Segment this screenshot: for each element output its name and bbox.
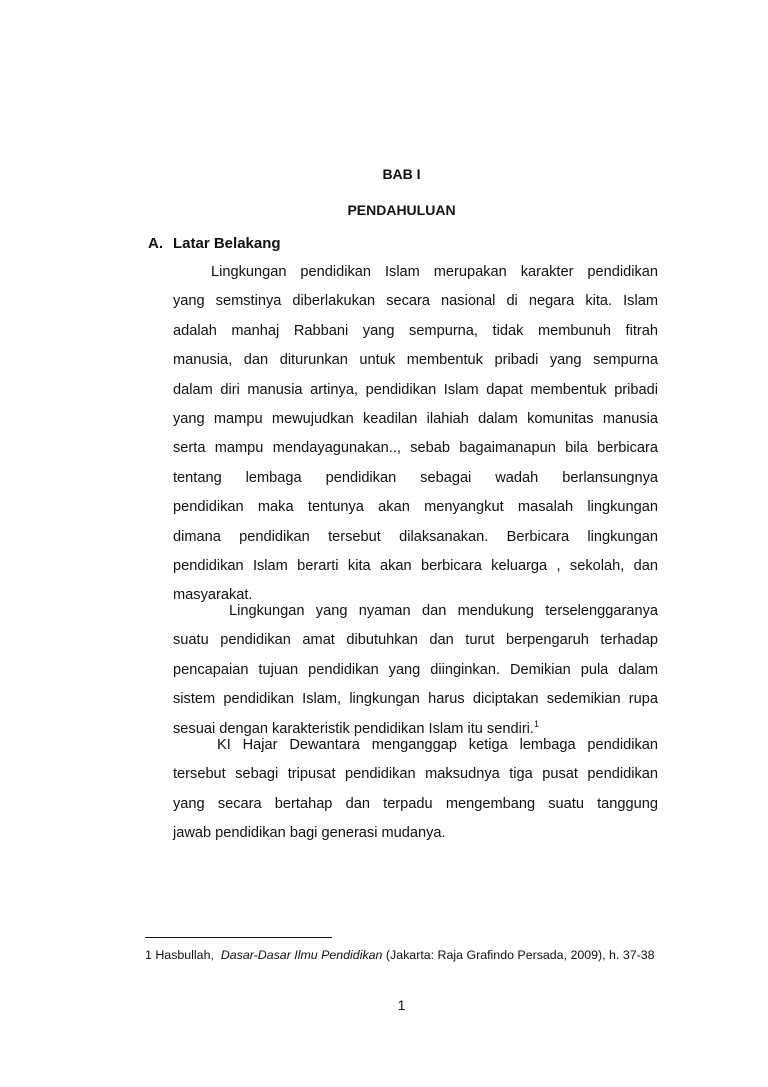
paragraph-line: tentang lembaga pendidikan sebagai wadah berlansungnya <box>173 469 658 486</box>
paragraph-line: Lingkungan pendidikan Islam merupakan karakter pendidikan <box>211 264 658 280</box>
paragraph-1 <box>173 258 658 611</box>
section-heading <box>148 235 281 253</box>
footnote-reference[interactable]: 1 <box>533 718 539 729</box>
footnote-publication: (Jakarta: Raja Grafindo Persada, 2009), h. 37-38 <box>385 948 655 962</box>
section-title: Latar Belakang <box>173 235 281 252</box>
footnote-number: 1 <box>145 948 152 962</box>
paragraph-3 <box>173 731 658 849</box>
paragraph-line: dalam diri manusia artinya, pendidikan Islam dapat membentuk pribadi <box>173 381 658 398</box>
footnote-author: Hasbullah, <box>155 948 214 962</box>
paragraph-line-text: sesuai dengan karakteristik pendidikan Islam itu sendiri. <box>173 720 534 737</box>
paragraph-line: manusia, dan diturunkan untuk membentuk pribadi yang sempurna <box>173 352 658 369</box>
paragraph-line: masyarakat. <box>173 587 253 604</box>
paragraph-line: yang mampu mewujudkan keadilan ilahiah dalam komunitas manusia <box>173 410 658 427</box>
paragraph-line: adalah manhaj Rabbani yang sempurna, tidak membunuh fitrah <box>173 322 658 339</box>
paragraph-line: pendidikan maka tentunya akan menyangkut masalah lingkungan <box>173 499 658 516</box>
paragraph-line: Lingkungan yang nyaman dan mendukung terselenggaranya <box>229 603 658 619</box>
paragraph-line: pendidikan Islam berarti kita akan berbicara keluarga , sekolah, dan <box>173 557 658 574</box>
chapter-title: PENDAHULUAN <box>347 202 456 218</box>
paragraph-line: jawab pendidikan bagi generasi mudanya. <box>173 825 446 842</box>
chapter-label: BAB I <box>382 166 421 182</box>
paragraph-line: yang semstinya diberlakukan secara nasional di negara kita. Islam <box>173 293 658 310</box>
paragraph-line: dimana pendidikan tersebut dilaksanakan. Berbicara lingkungan <box>173 528 658 545</box>
footnote <box>145 945 658 965</box>
paragraph-2 <box>173 597 658 744</box>
paragraph-line: tersebut sebagi tripusat pendidikan maksudnya tiga pusat pendidikan <box>173 766 658 783</box>
paragraph-line: pencapaian tujuan pendidikan yang diinginkan. Demikian pula dalam <box>173 661 658 678</box>
paragraph-line: sistem pendidikan Islam, lingkungan harus diciptakan sedemikian rupa <box>173 691 658 708</box>
paragraph-line: KI Hajar Dewantara menganggap ketiga lembaga pendidikan <box>217 737 658 753</box>
page-number: 1 <box>397 997 406 1013</box>
paragraph-line: suatu pendidikan amat dibutuhkan dan turut berpengaruh terhadap <box>173 632 658 649</box>
footnote-book-title: Dasar-Dasar Ilmu Pendidikan <box>220 948 383 962</box>
paragraph-line: serta mampu mendayagunakan.., sebab bagaimanapun bila berbicara <box>173 440 658 457</box>
section-number: A. <box>148 235 163 252</box>
paragraph-line: yang secara bertahap dan terpadu mengembang suatu tanggung <box>173 795 658 812</box>
footnote-separator <box>145 937 332 938</box>
